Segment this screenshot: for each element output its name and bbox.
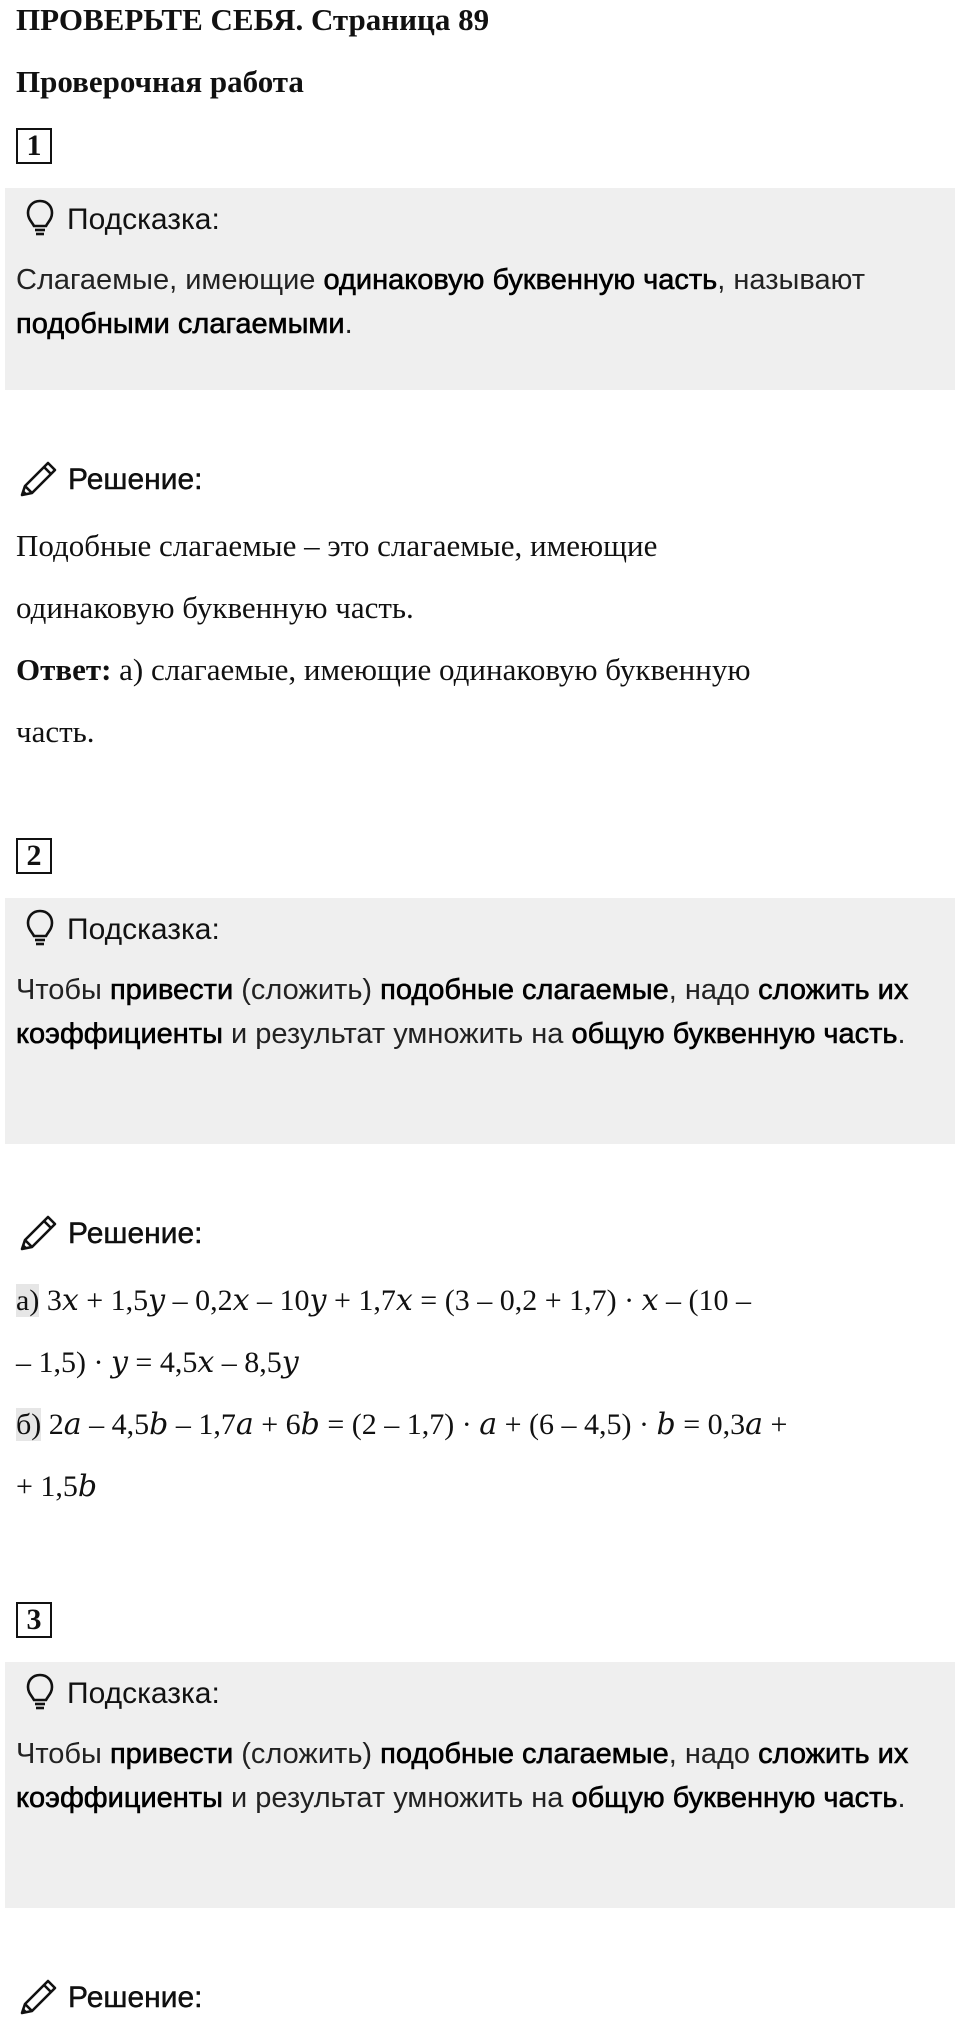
solution-line: Подобные слагаемые – это слагаемые, имеющие xyxy=(16,528,658,563)
hint-text-emphasis: сложить их коэффициенты xyxy=(16,974,909,1050)
hint-text-emphasis: привести xyxy=(109,974,234,1006)
solution-line-a xyxy=(16,1270,946,1332)
solution-header-1 xyxy=(18,457,202,503)
hint-text-3 xyxy=(16,1732,941,1820)
hint-text-part: (сложить) xyxy=(233,1738,381,1770)
solution-line: одинаковую буквенную часть. xyxy=(16,590,414,625)
page-title: ПРОВЕРЬТЕ СЕБЯ. Страница 89 xyxy=(16,2,490,37)
equation-b-continued: + 1,5𝑏 xyxy=(16,1470,98,1503)
hint-text-part: . xyxy=(344,308,353,340)
hint-label: Подсказка: xyxy=(67,203,220,236)
pencil-icon xyxy=(18,458,60,503)
hint-text-emphasis: подобные слагаемые xyxy=(380,974,669,1006)
hint-text-emphasis: одинаковую буквенную часть xyxy=(323,264,718,296)
hint-panel-2 xyxy=(5,898,955,1144)
solution-label: Решение: xyxy=(68,463,203,496)
hint-text-part: , называют xyxy=(717,264,865,296)
lightbulb-icon xyxy=(25,198,55,243)
hint-text-emphasis: общую буквенную часть xyxy=(571,1018,898,1050)
hint-text-part: Слагаемые, имеющие xyxy=(16,264,324,296)
hint-text-part: . xyxy=(897,1018,906,1050)
task-number-3: 3 xyxy=(16,1602,52,1638)
hint-label: Подсказка: xyxy=(67,913,220,946)
hint-header-3 xyxy=(25,1672,220,1716)
solution-text-2 xyxy=(16,1270,946,1518)
solution-line-b xyxy=(16,1394,946,1456)
page-subtitle: Проверочная работа xyxy=(16,64,304,99)
hint-panel-1 xyxy=(5,188,955,390)
solution-text-1 xyxy=(16,515,946,763)
hint-text-emphasis: общую буквенную часть xyxy=(571,1782,898,1814)
lightbulb-icon xyxy=(25,908,55,953)
hint-text-part: (сложить) xyxy=(233,974,381,1006)
item-label-b: б) xyxy=(16,1408,42,1441)
hint-panel-3 xyxy=(5,1662,955,1908)
hint-header-1 xyxy=(25,198,220,242)
solution-label: Решение: xyxy=(68,1981,203,2014)
pencil-icon xyxy=(18,1976,60,2021)
solution-header-2 xyxy=(18,1211,202,1257)
hint-text-part: . xyxy=(897,1782,906,1814)
hint-text-emphasis: подобными слагаемыми xyxy=(16,308,345,340)
hint-label: Подсказка: xyxy=(67,1677,220,1710)
equation-a: 3𝑥 + 1,5𝑦 – 0,2𝑥 – 10𝑦 + 1,7𝑥 = (3 – 0,2 + 1,7) · 𝑥 – (10 – xyxy=(39,1284,752,1317)
hint-text-part: и результат умножить на xyxy=(222,1782,572,1814)
answer-text-continued: часть. xyxy=(16,714,95,749)
answer-label: Ответ: xyxy=(16,652,112,687)
hint-text-part: , надо xyxy=(668,1738,759,1770)
lightbulb-icon xyxy=(25,1672,55,1717)
task-number-1: 1 xyxy=(16,128,52,164)
equation-b: 2𝑎 – 4,5𝑏 – 1,7𝑎 + 6𝑏 = (2 – 1,7) · 𝑎 + (6 – 4,5) · 𝑏 = 0,3𝑎 + xyxy=(41,1408,788,1441)
item-label-a: а) xyxy=(16,1284,40,1317)
hint-text-part: Чтобы xyxy=(16,974,110,1006)
answer-text: а) слагаемые, имеющие одинаковую буквенную xyxy=(111,652,751,687)
hint-text-part: , надо xyxy=(668,974,759,1006)
hint-text-emphasis: сложить их коэффициенты xyxy=(16,1738,909,1814)
task-number-2: 2 xyxy=(16,838,52,874)
hint-text-emphasis: привести xyxy=(109,1738,234,1770)
solution-label: Решение: xyxy=(68,1217,203,1250)
equation-a-continued: – 1,5) · 𝑦 = 4,5𝑥 – 8,5𝑦 xyxy=(16,1346,299,1379)
hint-text-part: и результат умножить на xyxy=(222,1018,572,1050)
hint-header-2 xyxy=(25,908,220,952)
hint-text-2 xyxy=(16,968,941,1056)
hint-text-part: Чтобы xyxy=(16,1738,110,1770)
hint-text-1 xyxy=(16,258,941,346)
hint-text-emphasis: подобные слагаемые xyxy=(380,1738,669,1770)
solution-header-3 xyxy=(18,1975,202,2021)
answer-line xyxy=(16,639,946,701)
pencil-icon xyxy=(18,1212,60,1257)
